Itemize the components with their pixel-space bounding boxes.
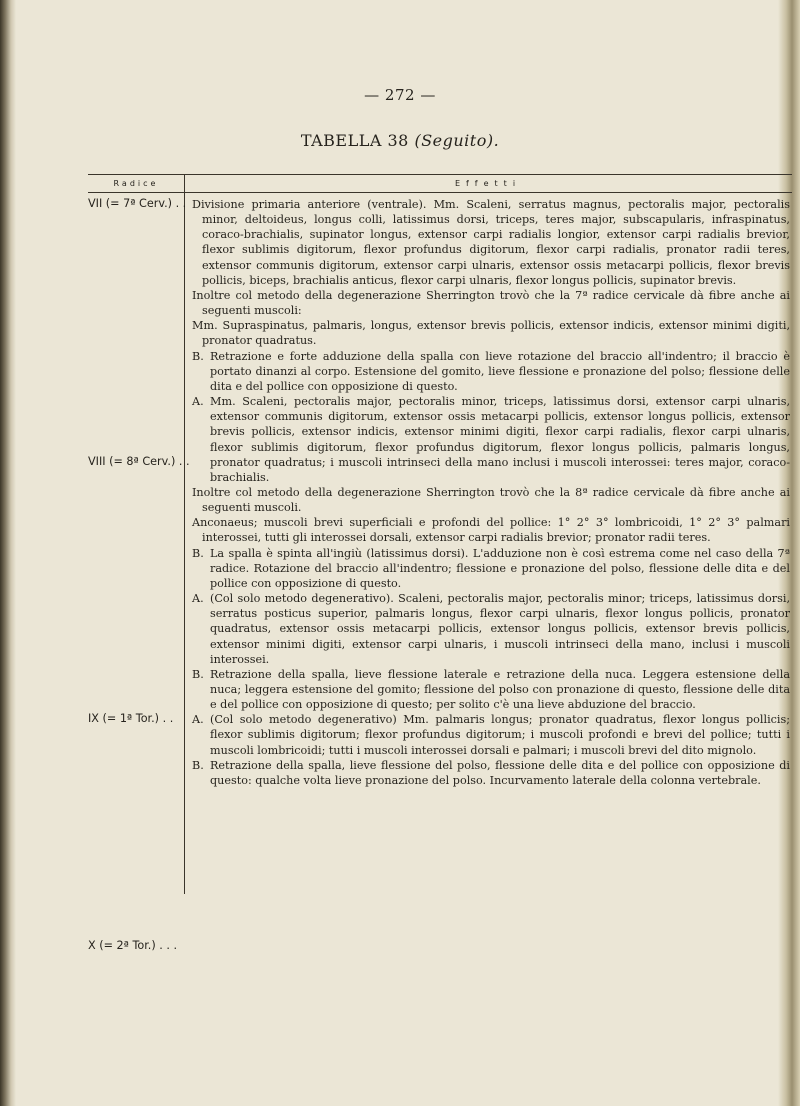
paragraph-text: Inoltre col metodo della degenerazione Sherrington trovò che la 8ª radice cervicale dà fibre anche ai seguenti muscoli. <box>192 485 790 515</box>
root-label-viii: VIII (= 8ª Cerv.) . . <box>88 455 190 468</box>
paragraph-text: La spalla è spinta all'ingiù (latissimus dorsi). L'adduzione non è così estrema come nel caso della 7ª radice. Rotazione del braccio all'indentro; flessione e pronazione del polso, flessione delle dita e del pollice con opposizione di questo. <box>210 546 790 590</box>
table-title-suffix: (Seguito). <box>414 131 500 150</box>
column-header-effetti: Effetti <box>454 179 522 188</box>
column-header-radice: Radice <box>113 179 159 188</box>
paragraph-text: Retrazione della spalla, lieve flessione laterale e retrazione della nuca. Leggera estensione della nuca; leggera estensione del gomito; flessione del polso con pronazione di questo, flessione delle dita e del pollice con opposizione di questo; per solito c'è una lieve abduzione del braccio. <box>210 667 790 712</box>
paragraph-text: Retrazione e forte adduzione della spalla con lieve rotazione del braccio all'indentro; il braccio è portato dinanzi al corpo. Estensione del gomito, lieve flessione e pronazione del polso; flessione delle dita e del pollice con opposizione di questo. <box>210 349 790 393</box>
column-divider <box>184 174 185 894</box>
paragraph-label: B. <box>192 667 204 681</box>
root-label-x: X (= 2ª Tor.) . . . <box>88 939 178 952</box>
effect-paragraph <box>192 546 790 591</box>
paragraph-text: Anconaeus; muscoli brevi superficiali e profondi del pollice: 1° 2° 3° lombricoidi, 1° 2° 3° palmari interossei, tutti gli interossei dorsali, extensor carpi radialis brevior; pronator radii teres. <box>192 516 790 545</box>
paragraph-text: Retrazione della spalla, lieve flessione del polso, flessione delle dita e del pollice con opposizione di questo: qualche volta lieve pronazione del polso. Incurvamento laterale della colonna vertebrale. <box>210 758 790 787</box>
paragraph-text: Divisione primaria anteriore (ventrale). Mm. Scaleni, serratus magnus, pectoralis major, pectoralis minor, deltoideus, longus colli, latissimus dorsi, triceps, teres major, subscapularis, infraspinatus, coraco-brachialis, supinator longus, extensor carpi radialis longior, extensor carpi radialis brevior, flexor sublimis digitorum, flexor profundus digitorum, flexor carpi radialis, pronator radii teres, extensor communis digitorum, extensor carpi ulnaris, extensor ossis metacarpi pollicis, flexor brevis pollicis, biceps, brachialis anticus, flexor carpi ulnaris, flexor longus pollicis, supinator brevis. <box>192 198 790 287</box>
paragraph-label: B. <box>192 349 204 363</box>
effect-paragraph <box>192 197 790 288</box>
effects-text <box>192 197 790 788</box>
effect-paragraph <box>192 515 790 545</box>
page-number: — 272 — <box>364 86 436 104</box>
paragraph-label: A. <box>192 395 204 409</box>
paragraph-label: B. <box>192 546 204 560</box>
effect-paragraph <box>192 288 790 318</box>
root-effects-table <box>88 174 792 952</box>
paragraph-text: Inoltre col metodo della degenerazione Sherrington trovò che la 7ª radice cervicale dà fibre anche ai seguenti muscoli: <box>192 288 790 318</box>
root-label-ix: IX (= 1ª Tor.) . . <box>88 712 174 725</box>
paragraph-text: Mm. Supraspinatus, palmaris, longus, extensor brevis pollicis, extensor indicis, extensor minimi digiti, pronator quadratus. <box>192 319 790 348</box>
paragraph-text: (Col solo metodo degenerativo). Scaleni, pectoralis major, pectoralis minor; triceps, latissimus dorsi, serratus posticus superior, palmaris longus, flexor carpi ulnaris, flexor longus pollicis, pronator quadratus, extensor ossis metacarpi pollicis, extensor longus pollicis, extensor brevis pollicis, extensor minimi digiti, extensor carpi ulnaris, i muscoli intrinseci della mano, inclusi i muscoli interossei. <box>210 592 790 666</box>
effect-paragraph <box>192 318 790 348</box>
root-label-vii: VII (= 7ª Cerv.) . . <box>88 197 187 210</box>
paragraph-label: B. <box>192 758 204 772</box>
table-top-rule <box>88 174 792 175</box>
table-header-rule <box>88 192 792 193</box>
paragraph-text: (Col solo metodo degenerativo) Mm. palmaris longus; pronator quadratus, flexor longus pollicis; flexor sublimis digitorum; flexor profundus digitorum; i muscoli profondi e brevi del pollice; tutti i muscoli lombricoidi; tutti i muscoli interossei dorsali e palmari; i muscoli brevi del dito mignolo. <box>210 713 790 757</box>
book-binding-shadow <box>0 0 16 1106</box>
paragraph-text: Mm. Scaleni, pectoralis major, pectoralis minor, triceps, latissimus dorsi, extensor carpi ulnaris, extensor communis digitorum, extensor ossis metacarpi pollicis, extensor longus pollicis, extensor brevis pollicis, extensor indicis, extensor minimi digiti, flexor carpi radialis, flexor carpi ulnaris, flexor sublimis digitorum, flexor profundus digitorum, flexor longus pollicis, palmaris longus, pronator quadratus; i muscoli intrinseci della mano inclusi i muscoli interossei: teres major, coraco-brachialis. <box>210 395 790 484</box>
effect-paragraph <box>192 758 790 788</box>
effect-paragraph <box>192 712 790 757</box>
effect-paragraph <box>192 591 790 667</box>
effect-paragraph <box>192 349 790 394</box>
effect-paragraph <box>192 394 790 485</box>
paragraph-label: A. <box>192 713 204 727</box>
effect-paragraph <box>192 667 790 712</box>
table-title-main: TABELLA 38 <box>300 131 409 150</box>
paragraph-label: A. <box>192 592 204 606</box>
table-title <box>0 131 800 150</box>
effect-paragraph <box>192 485 790 515</box>
